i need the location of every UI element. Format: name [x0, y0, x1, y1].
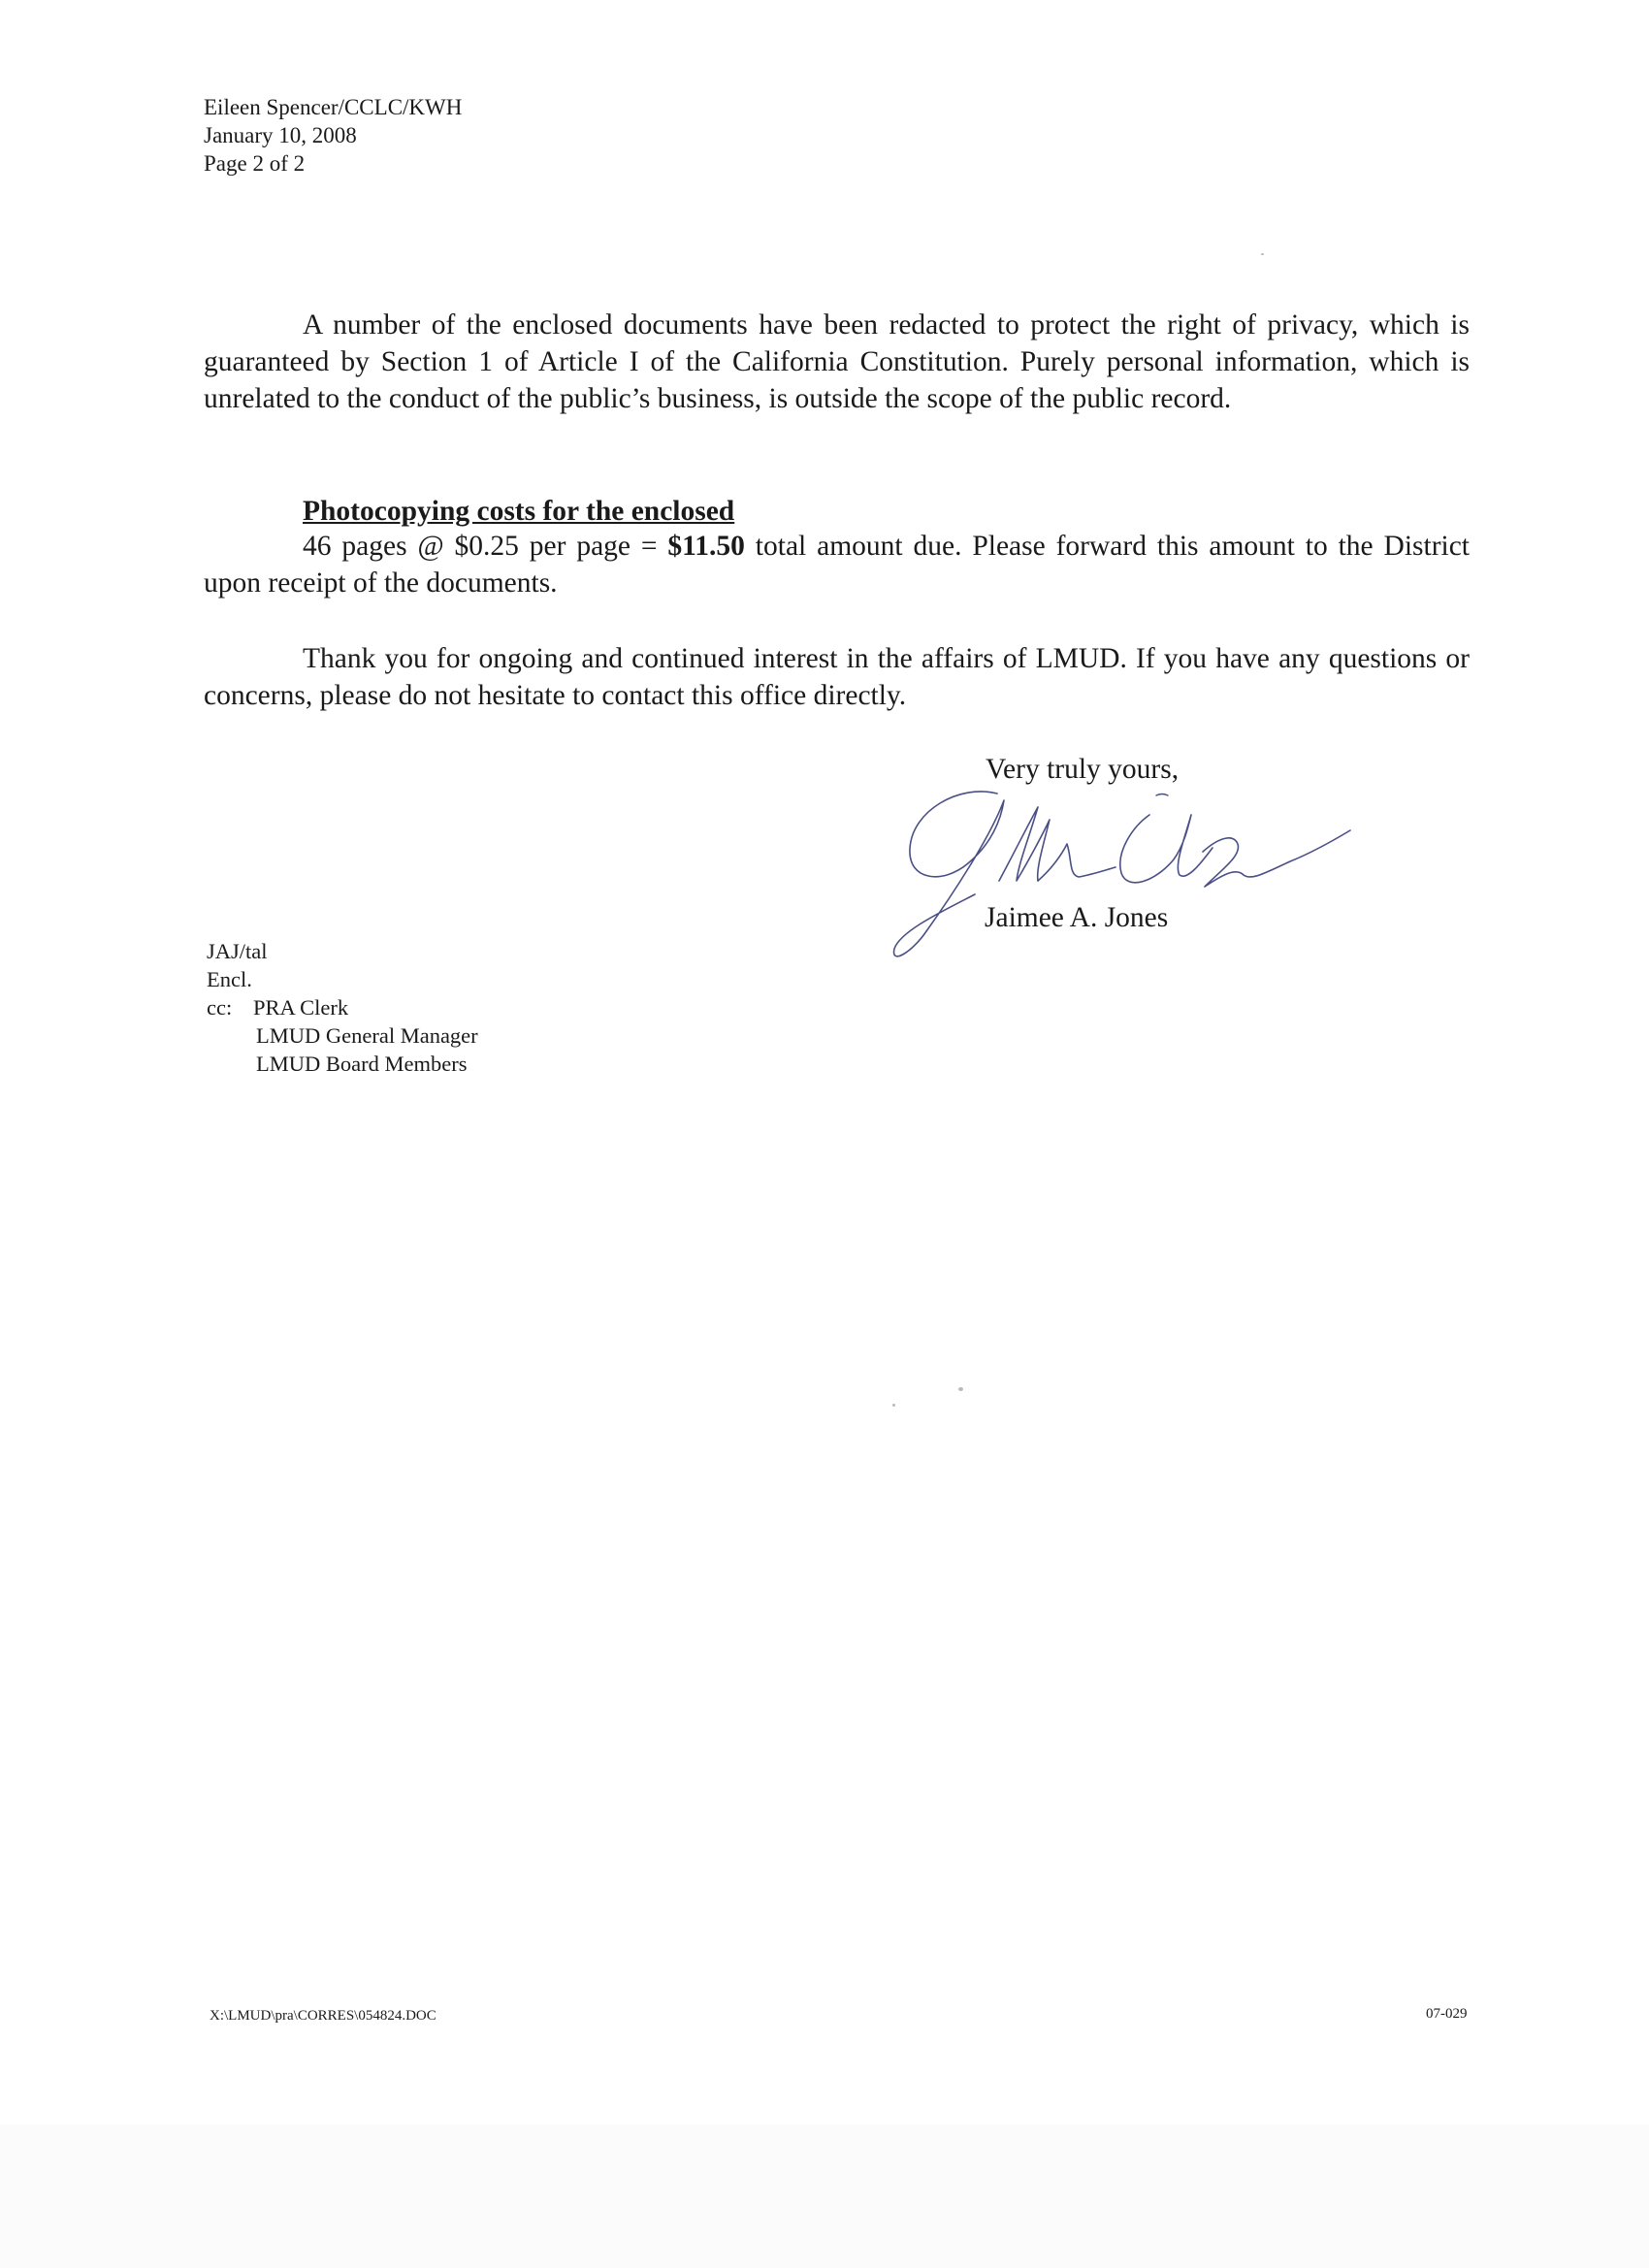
privacy-paragraph [204, 307, 1470, 417]
scan-background [0, 2124, 1649, 2268]
recipient-line: Eileen Spencer/CCLC/KWH [204, 95, 463, 119]
costs-suffix: total amount due. Please forward this amount to the District upon receipt of the documents. [204, 531, 1470, 599]
cc-recipient-2: LMUD General Manager [256, 1023, 478, 1048]
signature-image [883, 766, 1368, 970]
privacy-paragraph-text: A number of the enclosed documents have been redacted to protect the right of privacy, which is guaranteed by Section 1 of Article I of the California Constitution. Purely personal information, which is unrelated to the conduct of the public’s business, is outside the scope of the public record. [204, 309, 1470, 414]
page-number: Page 2 of 2 [204, 151, 306, 176]
cc-recipient-1: PRA Clerk [253, 995, 349, 1020]
costs-prefix: 46 pages @ $0.25 per page = [303, 531, 668, 562]
costs-heading: Photocopying costs for the enclosed [303, 496, 735, 527]
cc-line [207, 993, 478, 1021]
costs-amount: $11.50 [667, 531, 745, 562]
letter-notations [207, 937, 478, 1078]
scan-speck [1261, 253, 1264, 255]
scan-speck [958, 1387, 963, 1391]
closing-salutation: Very truly yours, [986, 754, 1180, 785]
cc-recipient-3: LMUD Board Members [256, 1052, 468, 1076]
initials-line: JAJ/tal [207, 939, 268, 963]
scan-speck [892, 1404, 895, 1407]
file-path-footer: X:\LMUD\pra\CORRES\054824.DOC [210, 2008, 436, 2024]
thanks-paragraph [204, 640, 1470, 714]
letter-header [204, 93, 462, 178]
thanks-paragraph-text: Thank you for ongoing and continued interest in the affairs of LMUD. If you have any questions or concerns, please do not hesitate to contact this office directly. [204, 643, 1470, 711]
enclosure-line: Encl. [207, 967, 252, 991]
costs-paragraph [204, 528, 1470, 601]
reference-number-footer: 07-029 [1426, 2006, 1468, 2022]
date-line: January 10, 2008 [204, 123, 357, 147]
cc-label: cc: [207, 995, 233, 1020]
signer-name: Jaimee A. Jones [985, 902, 1169, 933]
